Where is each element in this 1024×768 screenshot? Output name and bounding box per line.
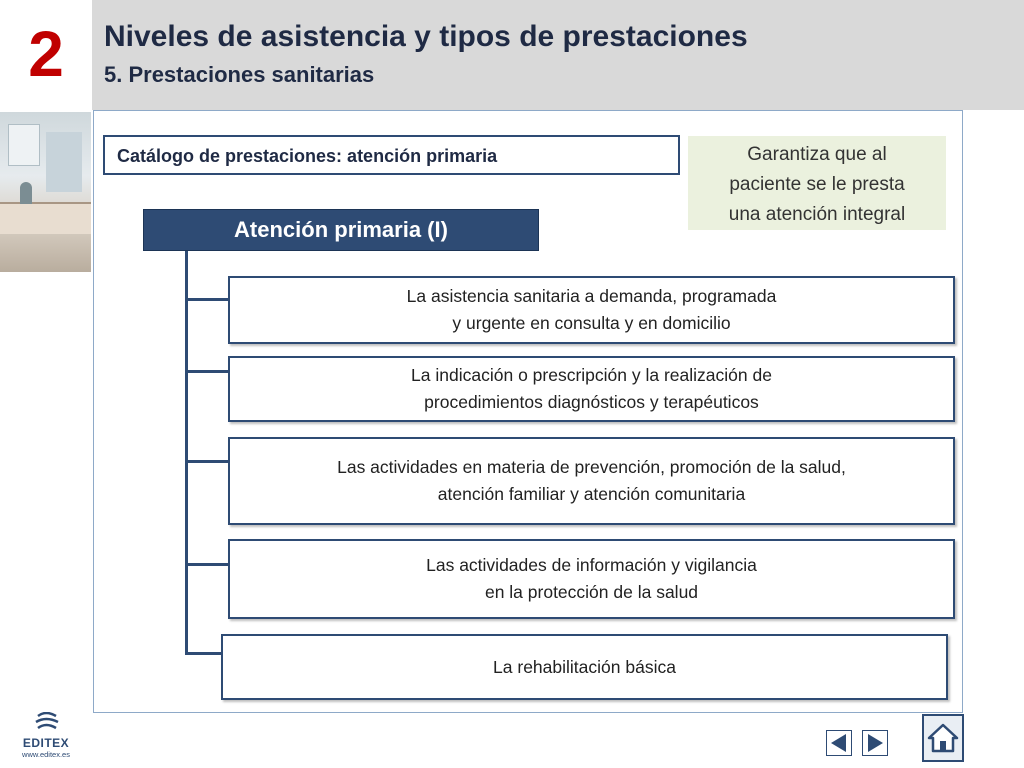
logo-wordmark: EDITEX xyxy=(22,736,70,750)
catalog-box xyxy=(103,135,680,175)
logo-url: www.editex.es xyxy=(22,750,70,759)
chapter-number-box xyxy=(0,0,92,110)
list-item xyxy=(228,276,955,344)
note-line: Garantiza que al xyxy=(747,144,887,165)
list-item xyxy=(228,539,955,619)
header-band xyxy=(92,0,1024,110)
integral-care-note xyxy=(688,136,946,230)
item-line: Las actividades de información y vigilancia xyxy=(426,555,757,575)
clinic-photo xyxy=(0,112,91,272)
photo-wall xyxy=(46,132,82,192)
editex-logo xyxy=(18,712,74,760)
triangle-left-icon xyxy=(827,731,851,755)
slide-subtitle: 5. Prestaciones sanitarias xyxy=(104,62,375,87)
tree-branch xyxy=(185,298,230,301)
photo-reception-desk xyxy=(0,202,91,234)
item-line: y urgente en consulta y en domicilio xyxy=(452,313,731,333)
tree-branch xyxy=(185,370,230,373)
list-item xyxy=(221,634,948,700)
item-line: procedimientos diagnósticos y terapéuticos xyxy=(424,392,759,412)
tree-vertical-line xyxy=(185,251,188,655)
triangle-right-icon xyxy=(863,731,887,755)
catalog-label: Catálogo de prestaciones: atención primaria xyxy=(117,146,498,166)
home-button[interactable] xyxy=(922,714,964,762)
list-item xyxy=(228,356,955,422)
item-line: La asistencia sanitaria a demanda, programada xyxy=(406,286,777,306)
photo-person xyxy=(20,182,32,204)
note-line: paciente se le presta xyxy=(729,174,905,195)
tree-branch xyxy=(185,563,230,566)
item-line: La indicación o prescripción y la realización de xyxy=(411,365,772,385)
photo-window xyxy=(8,124,40,166)
list-item xyxy=(228,437,955,525)
item-line: Las actividades en materia de prevención, promoción de la salud, xyxy=(337,457,846,477)
item-line: La rehabilitación básica xyxy=(493,656,676,677)
editex-logo-icon xyxy=(32,712,60,732)
chapter-number: 2 xyxy=(28,18,64,90)
note-line: una atención integral xyxy=(728,204,906,225)
tree-branch xyxy=(185,460,230,463)
next-slide-button[interactable] xyxy=(862,730,888,756)
house-icon xyxy=(927,722,959,754)
tree-branch xyxy=(185,652,223,655)
section-header: Atención primaria (I) xyxy=(143,209,539,251)
item-line: atención familiar y atención comunitaria xyxy=(437,484,746,504)
prev-slide-button[interactable] xyxy=(826,730,852,756)
slide-title: Niveles de asistencia y tipos de prestaciones xyxy=(104,20,748,53)
item-line: en la protección de la salud xyxy=(484,582,699,602)
